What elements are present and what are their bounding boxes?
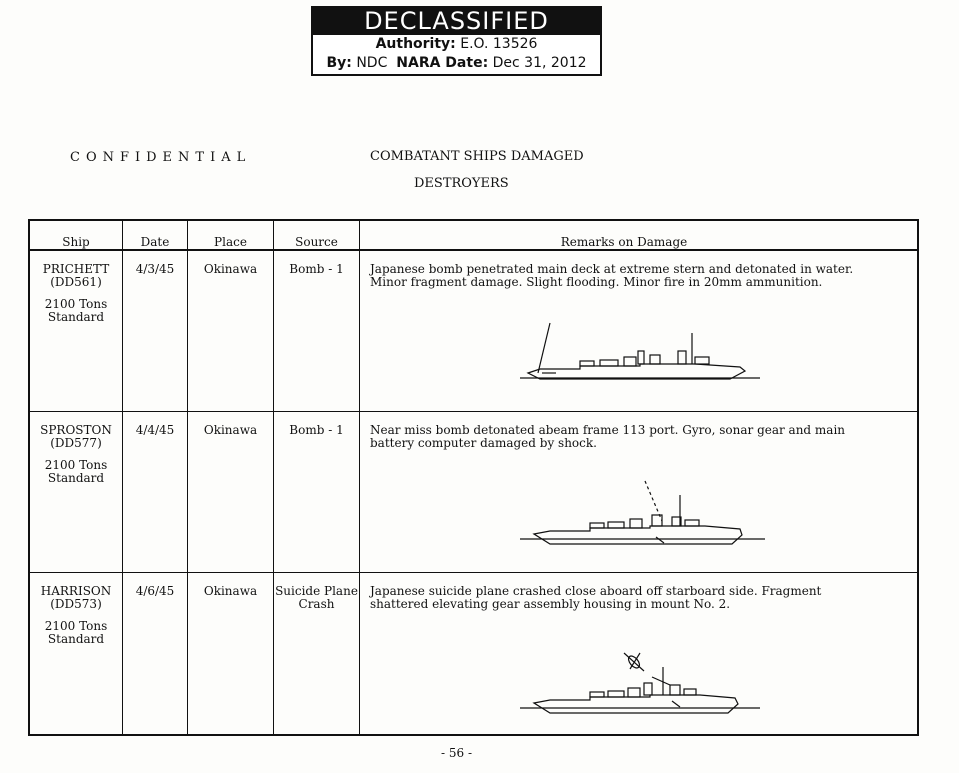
ship-name: HARRISON	[40, 584, 112, 598]
stamp-authority-label: Authority:	[375, 36, 456, 52]
row-divider	[30, 572, 917, 573]
ship-cell	[31, 585, 121, 646]
ship-name: SPROSTON	[40, 423, 112, 437]
tonnage: 2100 Tons	[44, 297, 108, 311]
place-cell: Okinawa	[203, 584, 258, 598]
source-cell: Bomb - 1	[289, 423, 344, 437]
tonnage: 2100 Tons	[44, 619, 108, 633]
hull-number: (DD577)	[50, 436, 102, 450]
tonnage-type: Standard	[47, 471, 105, 485]
remarks-line: shattered elevating gear assembly housing in mount No. 2.	[370, 597, 731, 611]
place-cell: Okinawa	[203, 262, 258, 276]
remarks-line: Near miss bomb detonated abeam frame 113 port. Gyro, sonar gear and main	[370, 423, 846, 437]
declassified-stamp	[311, 6, 602, 76]
date-cell: 4/4/45	[135, 423, 175, 437]
stamp-title: DECLASSIFIED	[313, 8, 600, 35]
remarks-line: battery computer damaged by shock.	[370, 436, 597, 450]
row-divider	[30, 411, 917, 412]
page-number: - 56 -	[441, 746, 473, 760]
hull-number: (DD561)	[50, 275, 102, 289]
header-divider	[30, 249, 917, 251]
column-header-place: Place	[214, 235, 247, 249]
stamp-authority-line	[313, 35, 600, 54]
ship-cell	[31, 263, 121, 324]
stamp-authority-value: E.O. 13526	[460, 36, 538, 52]
ship-damage-diagram-2	[520, 479, 770, 554]
hull-number: (DD573)	[50, 597, 102, 611]
ship-cell	[31, 424, 121, 485]
tonnage: 2100 Tons	[44, 458, 108, 472]
column-header-ship: Ship	[62, 235, 90, 249]
date-cell: 4/6/45	[135, 584, 175, 598]
tonnage-type: Standard	[47, 632, 105, 646]
remarks-line: Japanese bomb penetrated main deck at extreme stern and detonated in water.	[370, 262, 854, 276]
source-line: Suicide Plane	[275, 584, 358, 598]
stamp-by-value: NDC	[356, 55, 388, 71]
remarks-cell	[370, 263, 890, 289]
remarks-cell	[370, 424, 890, 450]
page-title: COMBATANT SHIPS DAMAGED	[370, 149, 584, 164]
page-subtitle: DESTROYERS	[414, 176, 509, 191]
place-cell: Okinawa	[203, 423, 258, 437]
ship-name: PRICHETT	[42, 262, 110, 276]
remarks-line: Japanese suicide plane crashed close aboard off starboard side. Fragment	[370, 584, 822, 598]
remarks-line: Minor fragment damage. Slight flooding. Minor fire in 20mm ammunition.	[370, 275, 823, 289]
remarks-cell	[370, 585, 890, 611]
stamp-by-line	[313, 54, 600, 73]
ship-damage-diagram-3	[520, 641, 770, 721]
tonnage-type: Standard	[47, 310, 105, 324]
stamp-by-label: By:	[326, 55, 352, 71]
source-line: Crash	[298, 597, 335, 611]
source-cell: Bomb - 1	[289, 262, 344, 276]
stamp-nara-value: Dec 31, 2012	[492, 55, 587, 71]
date-cell: 4/3/45	[135, 262, 175, 276]
column-header-source: Source	[295, 235, 338, 249]
column-divider	[122, 221, 123, 734]
column-divider	[359, 221, 360, 734]
classification-label: CONFIDENTIAL	[70, 150, 252, 165]
column-header-remarks: Remarks on Damage	[560, 235, 688, 249]
stamp-nara-label: NARA Date:	[396, 55, 489, 71]
column-header-date: Date	[140, 235, 170, 249]
source-cell	[274, 585, 359, 611]
damage-table	[28, 219, 919, 736]
ship-damage-diagram-1	[520, 321, 770, 391]
column-divider	[187, 221, 188, 734]
column-divider	[273, 221, 274, 734]
